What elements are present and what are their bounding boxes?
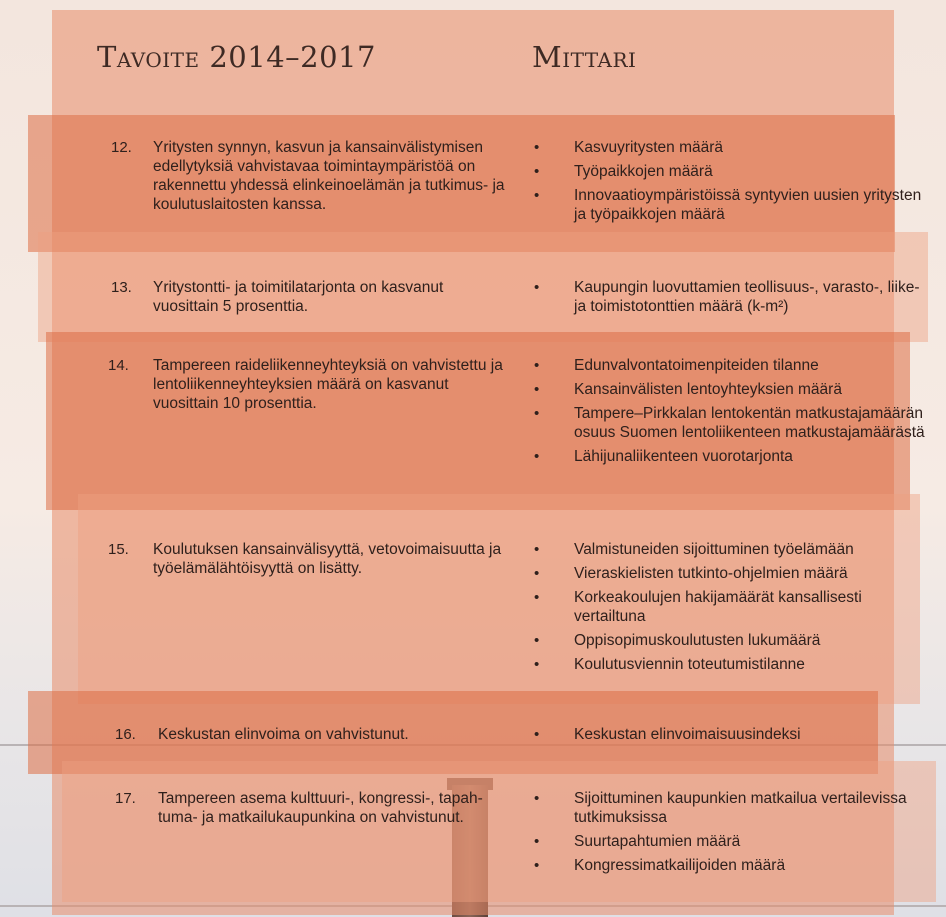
metric-list (534, 278, 934, 321)
bullet-icon: • (534, 857, 540, 874)
metric-text: Kansainvälisten lentoyhteyksien määrä (574, 381, 842, 398)
metric-item (534, 138, 934, 157)
bullet-icon: • (534, 448, 540, 465)
goal-text: Tampereen asema kulttuuri-, kongressi-, tapahtuma- ja matkailukaupunkina on vahvistunut. (158, 790, 483, 826)
bullet-icon: • (534, 565, 540, 582)
goal-text: Yritystontti- ja toimitilatarjonta on kasvanut vuosittain 5 prosenttia. (153, 279, 444, 315)
goal-text: Keskustan elinvoima on vahvistunut. (158, 726, 409, 743)
goal-number: 17. (115, 790, 136, 807)
metric-item (534, 856, 934, 875)
bullet-icon: • (534, 726, 540, 743)
metric-item (534, 832, 934, 851)
goal-number: 15. (108, 541, 129, 558)
bullet-icon: • (534, 279, 540, 296)
goal-text: Koulutuksen kansainvälisyyttä, vetovoimaisuutta ja työelämälähtöisyyttä on lisätty. (153, 541, 502, 577)
metric-text: Kaupungin luovuttamien teollisuus-, varasto-, liike- ja toimistotonttien määrä (k-m²) (574, 279, 920, 315)
metric-item (534, 404, 934, 442)
bullet-icon: • (534, 589, 540, 606)
metric-item (534, 278, 934, 316)
metric-item (534, 655, 934, 674)
metric-text: Korkeakoulujen hakijamäärät kansallisesti vertailtuna (574, 589, 862, 625)
bullet-icon: • (534, 405, 540, 422)
metric-item (534, 588, 934, 626)
metric-column-title: Mittari (532, 40, 637, 74)
bullet-icon: • (534, 833, 540, 850)
bullet-icon: • (534, 656, 540, 673)
metric-text: Lähijunaliikenteen vuorotarjonta (574, 448, 793, 465)
metric-text: Valmistuneiden sijoittuminen työelämään (574, 541, 854, 558)
bullet-icon: • (534, 357, 540, 374)
metric-list (534, 789, 934, 880)
metric-text: Vieraskielisten tutkinto-ohjelmien määrä (574, 565, 848, 582)
metric-text: Kasvuyritysten määrä (574, 139, 724, 156)
bullet-icon: • (534, 541, 540, 558)
goal-number: 16. (115, 726, 136, 743)
metric-list (534, 725, 934, 749)
metric-item (534, 380, 934, 399)
metric-text: Tampere–Pirkkalan lentokentän matkustajamäärän osuus Suomen lentoliikenteen matkustajamäärästä (574, 405, 925, 441)
bullet-icon: • (534, 790, 540, 807)
metric-item (534, 631, 934, 650)
metric-item (534, 356, 934, 375)
metric-item (534, 725, 934, 744)
metric-text: Edunvalvontatoimenpiteiden tilanne (574, 357, 819, 374)
goal-number: 14. (108, 357, 129, 374)
goal-text: Tampereen raideliikenneyhteyksiä on vahvistettu ja lentoliikenneyhteyksien määrä on kasvanut vuosittain 10 prosenttia. (153, 357, 503, 412)
metric-text: Koulutusviennin toteutumistilanne (574, 656, 805, 673)
metric-item (534, 540, 934, 559)
bullet-icon: • (534, 381, 540, 398)
metric-item (534, 186, 934, 224)
bullet-icon: • (534, 632, 540, 649)
metric-item (534, 162, 934, 181)
metric-text: Työpaikkojen määrä (574, 163, 713, 180)
goal-number: 12. (111, 139, 132, 156)
metric-text: Keskustan elinvoimaisuusindeksi (574, 726, 801, 743)
goal-column-title: Tavoite 2014–2017 (97, 40, 376, 74)
metric-list (534, 356, 934, 471)
metric-list (534, 540, 934, 679)
goal-text: Yritysten synnyn, kasvun ja kansainvälistymisen edellytyksiä vahvistavaa toimintaympäristöä on rakennettu yhdessä elinkeinoelämän ja tutkimus- ja koulutuslaitosten kanssa. (153, 139, 505, 213)
metric-item (534, 447, 934, 466)
metric-text: Suurtapahtumien määrä (574, 833, 741, 850)
metric-item (534, 789, 934, 827)
goal-number: 13. (111, 279, 132, 296)
metric-item (534, 564, 934, 583)
bullet-icon: • (534, 163, 540, 180)
metric-text: Sijoittuminen kaupunkien matkailua vertailevissa tutkimuksissa (574, 790, 907, 826)
bullet-icon: • (534, 139, 540, 156)
metric-list (534, 138, 934, 229)
metric-text: Oppisopimuskoulutusten lukumäärä (574, 632, 821, 649)
metric-text: Innovaatioympäristöissä syntyvien uusien yritysten ja työpaikkojen määrä (574, 187, 922, 223)
bullet-icon: • (534, 187, 540, 204)
metric-text: Kongressimatkailijoiden määrä (574, 857, 786, 874)
